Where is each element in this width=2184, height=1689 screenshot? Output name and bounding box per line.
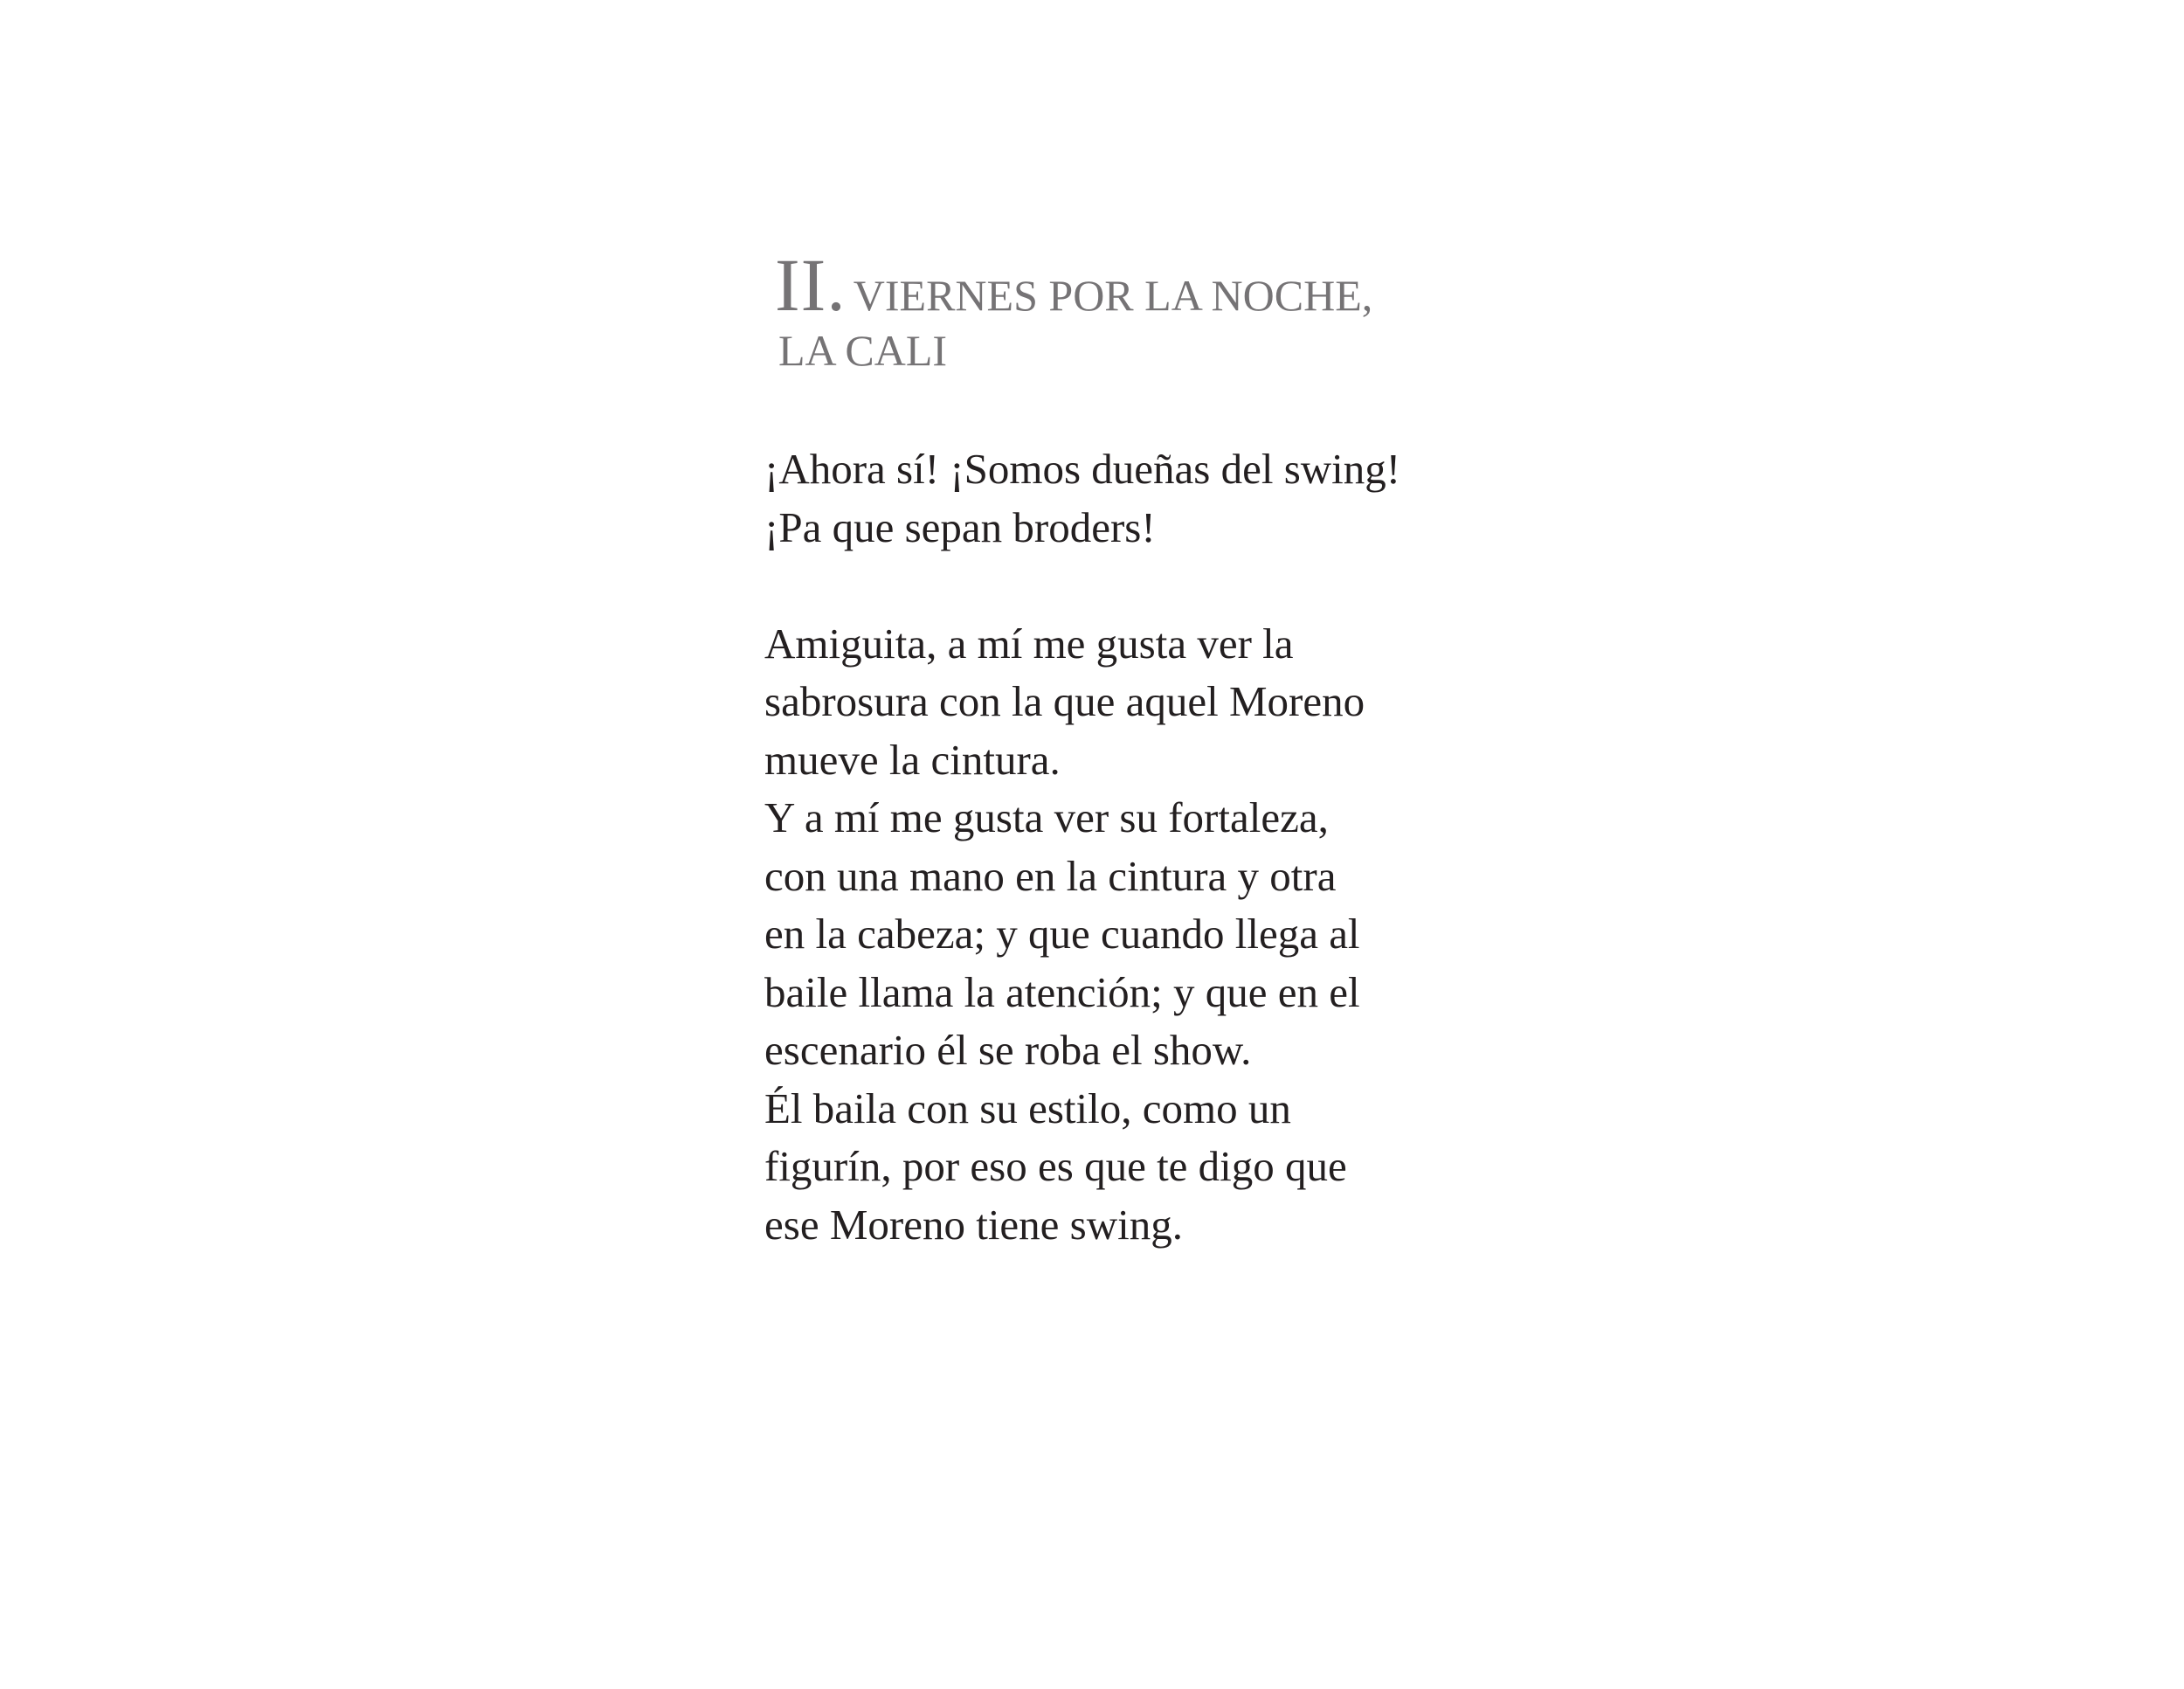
poem-line: sabrosura con la que aquel Moreno	[764, 677, 1365, 725]
poem-line: Amiguita, a mí me gusta ver la	[764, 619, 1294, 668]
poem-line: ¡Pa que sepan broders!	[764, 502, 1156, 551]
poem-line: Y a mí me gusta ver su fortaleza,	[764, 793, 1329, 841]
chapter-title-line-1: VIERNES POR LA NOCHE,	[853, 271, 1373, 320]
poem-line: en la cabeza; y que cuando llega al	[764, 910, 1360, 958]
stanza-2	[764, 615, 1551, 1255]
poem-line: con una mano en la cintura y otra	[764, 851, 1337, 900]
poem-body	[764, 440, 1551, 1254]
poem-line: ese Moreno tiene swing.	[764, 1200, 1183, 1249]
poem-line: escenario él se roba el show.	[764, 1026, 1252, 1074]
chapter-heading	[775, 243, 1561, 374]
poem-line: figurín, por eso es que te digo que	[764, 1142, 1347, 1190]
poem-line: mueve la cintura.	[764, 735, 1061, 784]
poem-line: ¡Ahora sí! ¡Somos dueñas del swing!	[764, 445, 1401, 493]
poem-line: baile llama la atención; y que en el	[764, 967, 1360, 1016]
chapter-heading-line-1	[775, 243, 1561, 327]
poem-line: Él baila con su estilo, como un	[764, 1083, 1291, 1132]
chapter-numeral: II.	[775, 243, 847, 327]
stanza-break	[764, 557, 1551, 615]
stanza-1	[764, 440, 1551, 557]
chapter-title-line-2: LA CALI	[778, 326, 948, 375]
